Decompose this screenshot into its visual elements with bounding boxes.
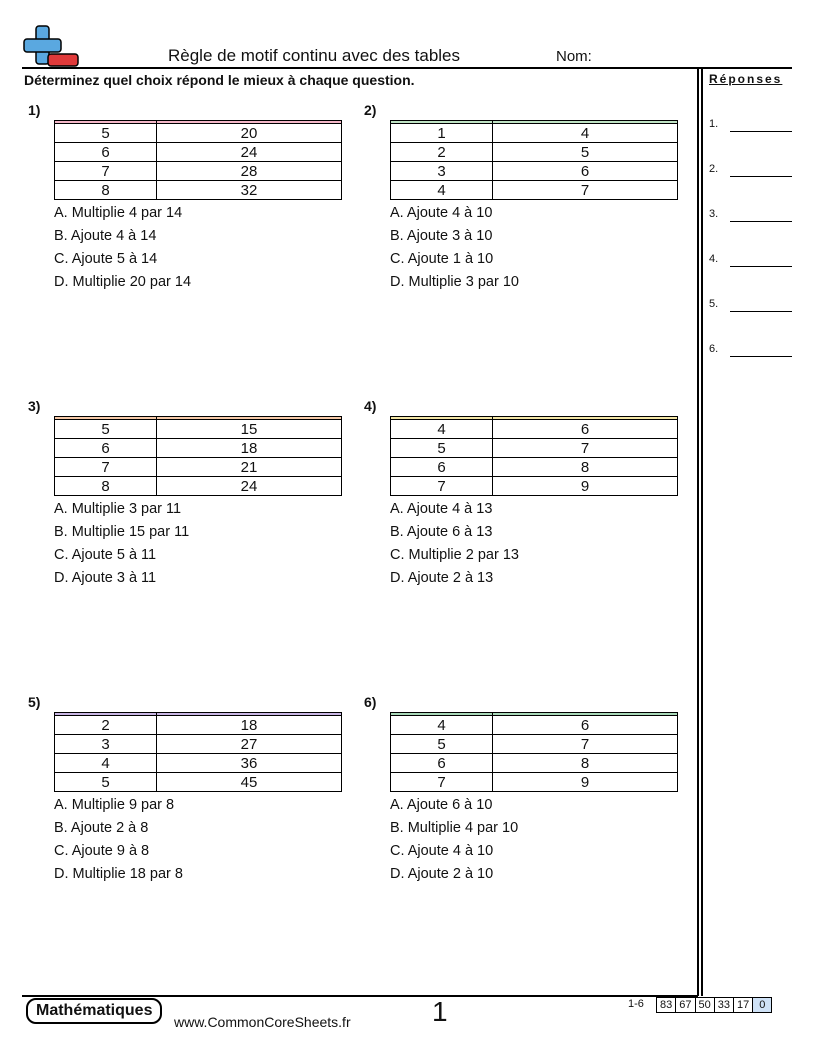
output-cell: 4 bbox=[493, 124, 678, 143]
answer-blank[interactable] bbox=[730, 311, 792, 312]
table-row bbox=[55, 181, 342, 200]
input-cell: 7 bbox=[391, 477, 493, 496]
score-cell: 67 bbox=[676, 998, 695, 1013]
question-number: 3) bbox=[28, 398, 41, 414]
input-cell: 6 bbox=[55, 439, 157, 458]
table-row bbox=[55, 735, 342, 754]
answer-label: 5. bbox=[709, 298, 719, 310]
input-cell: 6 bbox=[391, 458, 493, 477]
option[interactable]: D. Multiplie 20 par 14 bbox=[54, 274, 192, 290]
name-label: Nom: bbox=[556, 48, 592, 65]
question-number: 4) bbox=[364, 398, 377, 414]
input-cell: 4 bbox=[391, 420, 493, 439]
answer-label: 6. bbox=[709, 343, 719, 355]
answer-blank[interactable] bbox=[730, 221, 792, 222]
input-cell: 7 bbox=[391, 773, 493, 792]
input-cell: 4 bbox=[55, 754, 157, 773]
option[interactable]: C. Multiplie 2 par 13 bbox=[390, 547, 519, 563]
output-cell: 27 bbox=[157, 735, 342, 754]
output-cell: 28 bbox=[157, 162, 342, 181]
pattern-table bbox=[390, 120, 678, 200]
output-cell: 24 bbox=[157, 477, 342, 496]
site-url: www.CommonCoreSheets.fr bbox=[174, 1014, 351, 1030]
output-cell: 9 bbox=[493, 477, 678, 496]
table-row bbox=[391, 124, 678, 143]
output-cell: 20 bbox=[157, 124, 342, 143]
answer-options bbox=[54, 498, 189, 590]
option[interactable]: A. Ajoute 6 à 10 bbox=[390, 797, 493, 813]
output-cell: 32 bbox=[157, 181, 342, 200]
answer-options bbox=[54, 202, 191, 294]
table-row bbox=[391, 439, 678, 458]
brand-badge: Mathématiques bbox=[26, 998, 162, 1024]
table-row bbox=[55, 420, 342, 439]
answers-divider-inner bbox=[701, 68, 703, 996]
table-row bbox=[55, 458, 342, 477]
answer-label: 3. bbox=[709, 208, 719, 220]
option[interactable]: D. Ajoute 2 à 10 bbox=[390, 866, 494, 882]
pattern-table bbox=[54, 712, 342, 792]
question-number: 2) bbox=[364, 102, 377, 118]
output-cell: 9 bbox=[493, 773, 678, 792]
answer-label: 4. bbox=[709, 253, 719, 265]
output-cell: 7 bbox=[493, 735, 678, 754]
input-cell: 4 bbox=[391, 181, 493, 200]
page-number: 1 bbox=[432, 996, 448, 1027]
output-cell: 36 bbox=[157, 754, 342, 773]
table-row bbox=[55, 162, 342, 181]
option[interactable]: A. Ajoute 4 à 10 bbox=[390, 205, 493, 221]
table-row bbox=[391, 181, 678, 200]
option[interactable]: B. Ajoute 3 à 10 bbox=[390, 228, 493, 244]
output-cell: 45 bbox=[157, 773, 342, 792]
score-cell: 33 bbox=[714, 998, 733, 1013]
table-row bbox=[55, 716, 342, 735]
footer-rule bbox=[22, 995, 698, 997]
answer-blank[interactable] bbox=[730, 266, 792, 267]
option[interactable]: B. Multiplie 4 par 10 bbox=[390, 820, 519, 836]
input-cell: 1 bbox=[391, 124, 493, 143]
output-cell: 24 bbox=[157, 143, 342, 162]
option[interactable]: C. Ajoute 5 à 11 bbox=[54, 547, 157, 563]
answer-options bbox=[54, 794, 183, 886]
option[interactable]: D. Multiplie 18 par 8 bbox=[54, 866, 183, 882]
page-title: Règle de motif continu avec des tables bbox=[168, 46, 461, 65]
score-table bbox=[656, 997, 772, 1013]
pattern-table bbox=[390, 712, 678, 792]
output-cell: 6 bbox=[493, 716, 678, 735]
option[interactable]: C. Ajoute 4 à 10 bbox=[390, 843, 494, 859]
header-rule bbox=[22, 67, 792, 69]
output-cell: 18 bbox=[157, 439, 342, 458]
output-cell: 6 bbox=[493, 420, 678, 439]
answers-divider bbox=[697, 68, 699, 996]
input-cell: 5 bbox=[391, 735, 493, 754]
score-cell: 50 bbox=[695, 998, 714, 1013]
question-number: 1) bbox=[28, 102, 41, 118]
pattern-table bbox=[54, 416, 342, 496]
table-row bbox=[55, 124, 342, 143]
output-cell: 8 bbox=[493, 754, 678, 773]
option[interactable]: B. Ajoute 6 à 13 bbox=[390, 524, 493, 540]
output-cell: 8 bbox=[493, 458, 678, 477]
input-cell: 6 bbox=[55, 143, 157, 162]
option[interactable]: A. Multiplie 4 par 14 bbox=[54, 205, 183, 221]
logo-plus-minus-icon bbox=[22, 24, 80, 68]
question-number: 5) bbox=[28, 694, 41, 710]
option[interactable]: A. Multiplie 3 par 11 bbox=[54, 501, 182, 517]
table-row bbox=[391, 735, 678, 754]
option[interactable]: C. Ajoute 1 à 10 bbox=[390, 251, 494, 267]
score-range: 1-6 bbox=[628, 998, 644, 1010]
score-cell: 17 bbox=[734, 998, 753, 1013]
input-cell: 2 bbox=[55, 716, 157, 735]
input-cell: 8 bbox=[55, 181, 157, 200]
option[interactable]: B. Multiplie 15 par 11 bbox=[54, 524, 190, 540]
table-row bbox=[391, 162, 678, 181]
option[interactable]: C. Ajoute 9 à 8 bbox=[54, 843, 150, 859]
answer-blank[interactable] bbox=[730, 131, 792, 132]
answer-label: 1. bbox=[709, 118, 719, 130]
answers-heading: Réponses bbox=[709, 72, 783, 86]
input-cell: 4 bbox=[391, 716, 493, 735]
output-cell: 15 bbox=[157, 420, 342, 439]
option[interactable]: B. Ajoute 4 à 14 bbox=[54, 228, 157, 244]
option[interactable]: A. Multiplie 9 par 8 bbox=[54, 797, 175, 813]
input-cell: 5 bbox=[55, 773, 157, 792]
table-row bbox=[55, 773, 342, 792]
table-row bbox=[391, 420, 678, 439]
input-cell: 3 bbox=[391, 162, 493, 181]
table-row bbox=[391, 477, 678, 496]
input-cell: 6 bbox=[391, 754, 493, 773]
table-row bbox=[55, 754, 342, 773]
option[interactable]: B. Ajoute 2 à 8 bbox=[54, 820, 149, 836]
table-row bbox=[391, 716, 678, 735]
option[interactable]: D. Multiplie 3 par 10 bbox=[390, 274, 519, 290]
answer-blank[interactable] bbox=[730, 356, 792, 357]
question-number: 6) bbox=[364, 694, 377, 710]
option[interactable]: C. Ajoute 5 à 14 bbox=[54, 251, 158, 267]
input-cell: 7 bbox=[55, 162, 157, 181]
pattern-table bbox=[54, 120, 342, 200]
output-cell: 18 bbox=[157, 716, 342, 735]
table-row bbox=[55, 439, 342, 458]
instructions: Déterminez quel choix répond le mieux à chaque question. bbox=[24, 72, 415, 88]
table-row bbox=[391, 458, 678, 477]
answer-blank[interactable] bbox=[730, 176, 792, 177]
option[interactable]: D. Ajoute 3 à 11 bbox=[54, 570, 157, 586]
table-row bbox=[55, 477, 342, 496]
answer-options bbox=[390, 794, 518, 886]
input-cell: 5 bbox=[55, 124, 157, 143]
output-cell: 21 bbox=[157, 458, 342, 477]
table-row bbox=[391, 143, 678, 162]
output-cell: 7 bbox=[493, 181, 678, 200]
pattern-table bbox=[390, 416, 678, 496]
input-cell: 2 bbox=[391, 143, 493, 162]
table-row bbox=[55, 143, 342, 162]
table-row bbox=[391, 754, 678, 773]
input-cell: 5 bbox=[55, 420, 157, 439]
option[interactable]: A. Ajoute 4 à 13 bbox=[390, 501, 493, 517]
input-cell: 5 bbox=[391, 439, 493, 458]
output-cell: 6 bbox=[493, 162, 678, 181]
answer-label: 2. bbox=[709, 163, 719, 175]
input-cell: 3 bbox=[55, 735, 157, 754]
input-cell: 7 bbox=[55, 458, 157, 477]
score-cell: 83 bbox=[657, 998, 676, 1013]
input-cell: 8 bbox=[55, 477, 157, 496]
table-row bbox=[391, 773, 678, 792]
answer-options bbox=[390, 498, 519, 590]
answer-options bbox=[390, 202, 519, 294]
output-cell: 5 bbox=[493, 143, 678, 162]
score-cell: 0 bbox=[753, 998, 772, 1013]
option[interactable]: D. Ajoute 2 à 13 bbox=[390, 570, 494, 586]
output-cell: 7 bbox=[493, 439, 678, 458]
